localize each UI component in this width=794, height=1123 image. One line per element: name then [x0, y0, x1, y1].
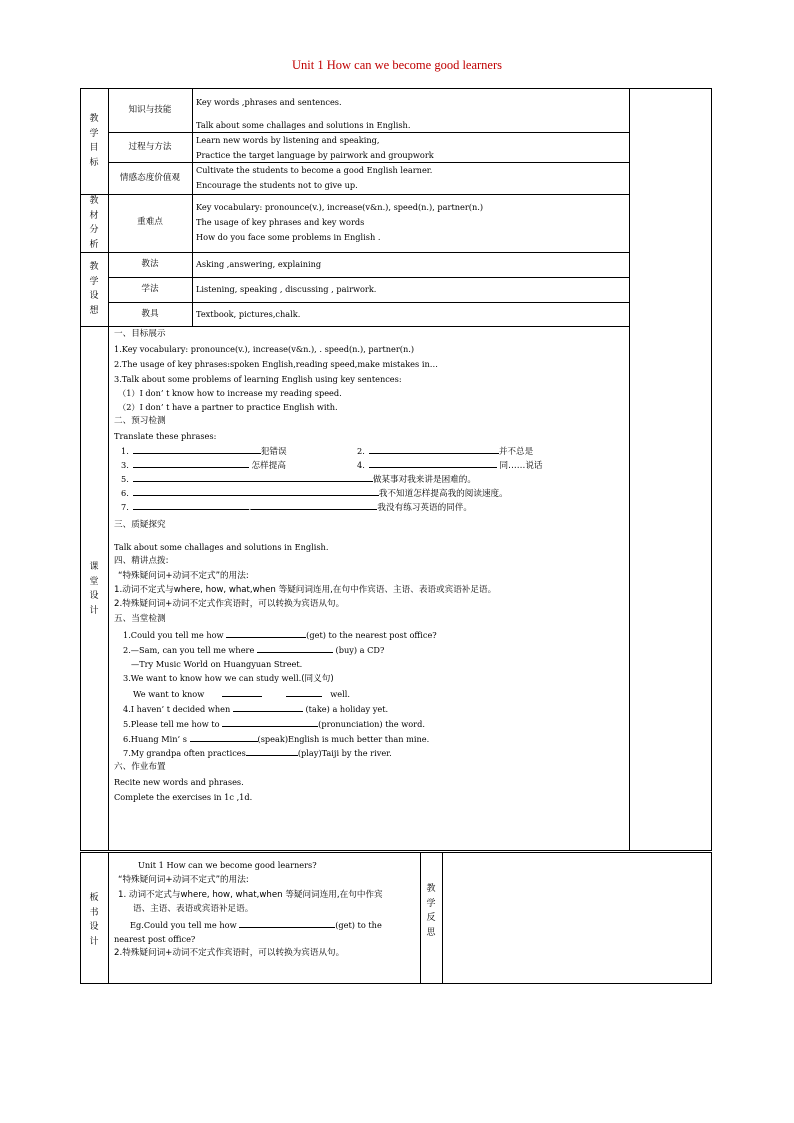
- design-label: 课堂设计: [89, 562, 99, 616]
- phrase-6: 6. 我不知道怎样提高我的阅读速度。: [121, 488, 508, 499]
- process-line-1: Learn new words by listening and speaking,: [196, 135, 380, 145]
- s4-line-2: 1.动词不定式与where, how, what,when 等疑问词连用,在句中作宾语、主语、表语或宾语补足语。: [114, 585, 497, 595]
- phrase-5: 5. 做某事对我来讲是困难的。: [121, 474, 476, 485]
- teaching-tools-value: Textbook, pictures,chalk.: [196, 309, 301, 319]
- reflection-label: 教学反思: [426, 884, 436, 938]
- s1-title: 一、目标展示: [114, 329, 166, 339]
- knowledge-line-2: Talk about some challages and solutions in English.: [196, 120, 411, 130]
- process-line-2: Practice the target language by pairwork and groupwork: [196, 150, 434, 160]
- board-line-6: 2.特殊疑问词+动词不定式作宾语时，可以转换为宾语从句。: [114, 948, 345, 958]
- board-line-5: nearest post office?: [114, 934, 196, 944]
- board-line-3: 语、主语、表语或宾语补足语。: [133, 904, 254, 914]
- s1-line-5: （2）I don’ t have a partner to practice English with.: [118, 402, 338, 412]
- knowledge-label: 知识与技能: [128, 105, 172, 115]
- exercise-3-rewrite: We want to know well.: [133, 689, 350, 699]
- s4-line-1: “特殊疑问词+动词不定式”的用法:: [118, 571, 249, 581]
- exercise-5: 5.Please tell me how to (pronunciation) the word.: [123, 719, 425, 729]
- s2-intro: Translate these phrases:: [114, 431, 217, 441]
- board-line-4: Eg.Could you tell me how (get) to the: [130, 920, 382, 930]
- board-label: 板书设计: [89, 893, 99, 947]
- s4-title: 四、精讲点拨:: [114, 556, 169, 566]
- key-line-1: Key vocabulary: pronounce(v.), increase(v&n.), speed(n.), partner(n.): [196, 202, 484, 212]
- exercise-7: 7.My grandpa often practices (play)Taiji by the river.: [123, 748, 392, 758]
- analysis-label: 教材分析: [89, 196, 99, 250]
- process-label: 过程与方法: [128, 142, 172, 152]
- exercise-2: 2.—Sam, can you tell me where (buy) a CD?: [123, 645, 385, 655]
- key-line-3: How do you face some problems in English .: [196, 232, 381, 242]
- s1-line-2: 2.The usage of key phrases:spoken English,reading speed,make mistakes in…: [114, 359, 438, 369]
- ideas-label: 教学设想: [89, 262, 99, 316]
- goals-label: 教学目标: [89, 114, 99, 168]
- s1-line-1: 1.Key vocabulary: pronounce(v.), increase(v&n.), . speed(n.), partner(n.): [114, 344, 415, 354]
- s5-title: 五、当堂检测: [114, 614, 166, 624]
- study-method-value: Listening, speaking , discussing , pairwork.: [196, 284, 377, 294]
- s1-line-4: （1）I don’ t know how to increase my reading speed.: [118, 388, 342, 398]
- board-line-2: 1. 动词不定式与where, how, what,when 等疑问词连用,在句中作宾: [118, 890, 383, 900]
- phrase-3: 3. 怎样提高: [121, 460, 286, 471]
- s3-line-1: Talk about some challages and solutions in English.: [114, 542, 329, 552]
- s4-line-3: 2.特殊疑问词+动词不定式作宾语时，可以转换为宾语从句。: [114, 599, 345, 609]
- key-points-label: 重难点: [137, 217, 163, 227]
- exercise-6: 6.Huang Min’ s (speak)English is much better than mine.: [123, 734, 430, 744]
- teaching-tools-label: 教具: [141, 309, 159, 319]
- board-line-1: “特殊疑问词+动词不定式”的用法:: [118, 875, 249, 885]
- key-line-2: The usage of key phrases and key words: [196, 217, 365, 227]
- s2-title: 二、预习检测: [114, 416, 166, 426]
- teaching-method-value: Asking ,answering, explaining: [196, 259, 322, 269]
- exercise-2-answer: —Try Music World on Huangyuan Street.: [131, 659, 303, 669]
- exercise-3: 3.We want to know how we can study well.(同义句): [123, 673, 334, 684]
- phrase-1: 1. 犯错误: [121, 446, 287, 457]
- s6-line-2: Complete the exercises in 1c ,1d.: [114, 792, 253, 802]
- teaching-method-label: 教法: [141, 259, 159, 269]
- exercise-1: 1.Could you tell me how (get) to the nearest post office?: [123, 630, 437, 640]
- phrase-2: 2. 并不总是: [357, 446, 534, 457]
- s6-title: 六、作业布置: [114, 762, 166, 772]
- s3-title: 三、质疑探究: [114, 520, 166, 530]
- exercise-4: 4.I haven’ t decided when (take) a holiday yet.: [123, 704, 389, 714]
- emotion-line-2: Encourage the students not to give up.: [196, 180, 358, 190]
- knowledge-line-1: Key words ,phrases and sentences.: [196, 97, 342, 107]
- board-title: Unit 1 How can we become good learners?: [138, 860, 317, 870]
- page-title: Unit 1 How can we become good learners: [292, 58, 502, 72]
- phrase-4: 4. 同……说话: [357, 460, 543, 471]
- study-method-label: 学法: [141, 284, 159, 294]
- s6-line-1: Recite new words and phrases.: [114, 777, 244, 787]
- emotion-line-1: Cultivate the students to become a good English learner.: [196, 165, 433, 175]
- phrase-7: 7. . 我没有练习英语的同伴。: [121, 502, 472, 513]
- s1-line-3: 3.Talk about some problems of learning English using key sentences:: [114, 374, 402, 384]
- emotion-label: 情感态度价值观: [119, 173, 181, 183]
